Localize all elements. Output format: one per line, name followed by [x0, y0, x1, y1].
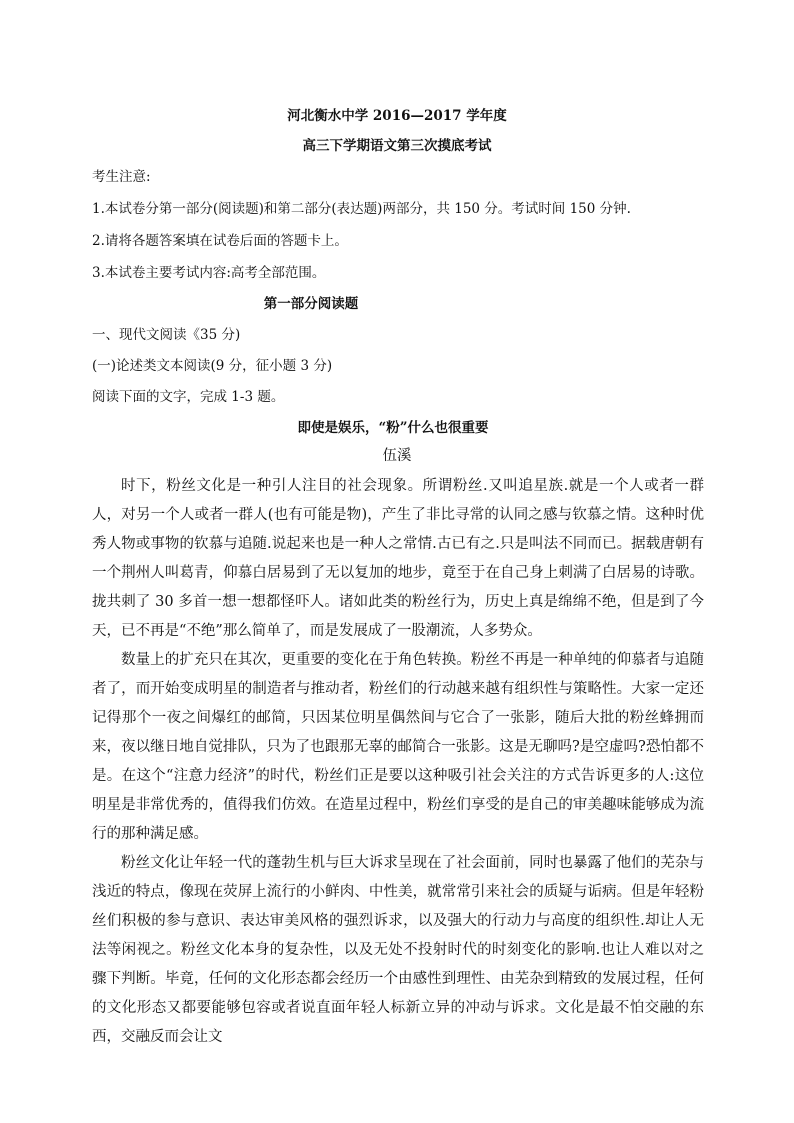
- article-title: 即使是娱乐，“粉”什么也很重要: [297, 420, 489, 436]
- notice-title: 考生注意:: [92, 169, 151, 185]
- subsection-heading: (一)论述类文本阅读(9 分，征小题 3 分): [92, 358, 333, 374]
- article-author: 伍溪: [382, 448, 412, 464]
- section-heading: 一、现代文阅读《35 分): [92, 327, 241, 343]
- notice-item-1: 1.本试卷分第一部分(阅读题)和第二部分(表达题)两部分，共 150 分。考试时间 150 分钟.: [92, 201, 631, 217]
- header-line1: 河北衡水中学 2016—2017 学年度: [287, 108, 507, 124]
- part-title: 第一部分阅读题: [263, 296, 359, 312]
- article-paragraph: 时下，粉丝文化是一种引人注目的社会现象。所谓粉丝.又叫追星族.就是一个人或者一群人，对另一个人或者一群人(也有可能是物)，产生了非比寻常的认同之感与钦慕之情。这种时优秀人物或事物的钦慕与追随.说起来也是一种人之常情.古已有之.只是叫法不同而已。据载唐朝有一个荆州人叫葛青，仰慕白居易到了无以复加的地步，竟至于在自己身上刺满了白居易的诗歌。拢共刺了 30 多首一想一想都怪吓人。诸如此类的粉丝行为，历史上真是绵绵不绝，但是到了今天，已不再是“不绝”那么简单了，而是发展成了一股潮流，人多势众。: [92, 478, 704, 639]
- article-paragraph: 粉丝文化让年轻一代的蓬勃生机与巨大诉求呈现在了社会面前，同时也暴露了他们的芜杂与浅近的特点，像现在荧屏上流行的小鲜肉、中性美，就常常引来社会的质疑与诟病。但是年轻粉丝们积极的参与意识、表达审美风格的强烈诉求，以及强大的行动力与高度的组织性.却让人无法等闲视之。粉丝文化本身的复杂性，以及无处不投射时代的时刻变化的影响.也让人难以对之骤下判断。毕竟，任何的文化形态都会经历一个由感性到理性、由芜杂到精致的发展过程，任何的文化形态又都要能够包容或者说直面年轻人标新立异的冲动与诉求。文化是最不怕交融的东西，交融反而会让文: [92, 855, 704, 1045]
- article-paragraph: 数量上的扩充只在其次，更重要的变化在于角色转换。粉丝不再是一种单纯的仰慕者与追随者了，而开始变成明星的制造者与推动者，粉丝们的行动越来越有组织性与策略性。大家一定还记得那个一夜之间爆红的邮简，只因某位明星偶然间与它合了一张影，随后大批的粉丝蜂拥而来，夜以继日地自觉排队，只为了也跟那无辜的邮简合一张影。这是无聊吗?是空虚吗?恐怕都不是。在这个“注意力经济”的时代，粉丝们正是要以这种吸引社会关注的方式告诉更多的人:这位明星是非常优秀的，值得我们仿效。在造星过程中，粉丝们享受的是自己的审美趣味能够成为流行的那种满足感。: [92, 652, 704, 842]
- notice-item-3: 3.本试卷主要考试内容:高考全部范围。: [92, 265, 326, 281]
- header-line2: 高三下学期语文第三次摸底考试: [302, 138, 492, 154]
- instruction-text: 阅读下面的文字，完成 1-3 题。: [92, 389, 285, 405]
- notice-item-2: 2.请将各题答案填在试卷后面的答题卡上。: [92, 233, 348, 249]
- article-body: [92, 472, 704, 1052]
